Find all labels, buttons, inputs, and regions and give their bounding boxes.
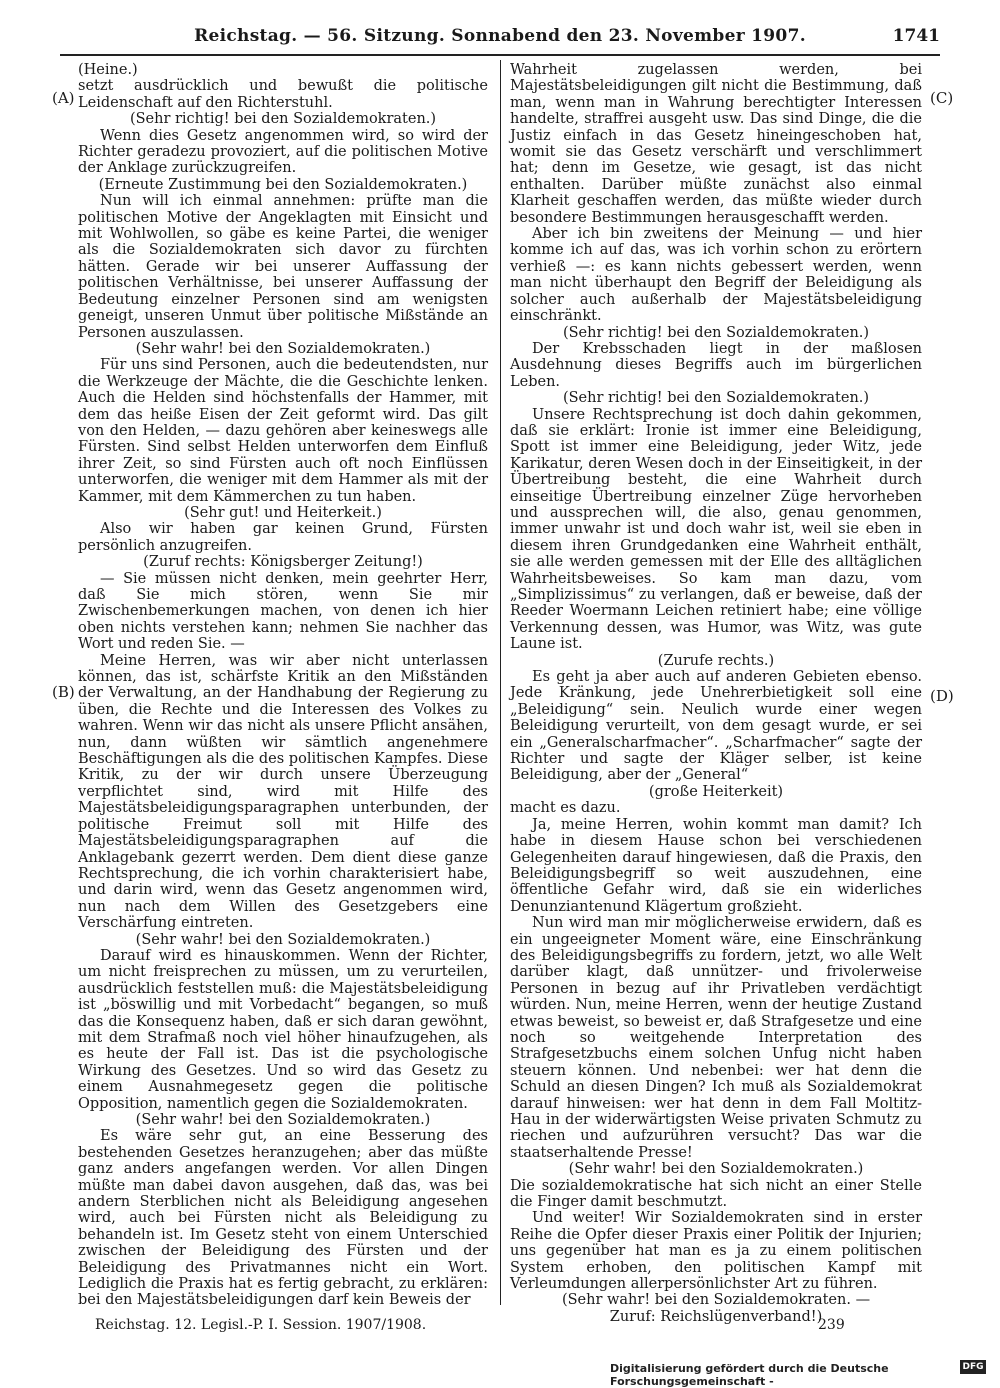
paragraph: Die sozialdemokratische hat sich nicht an einer Stelle die Finger damit beschmutzt. bbox=[510, 1177, 922, 1211]
interjection: (Sehr richtig! bei den Sozialdemokraten.) bbox=[562, 390, 870, 407]
interjection: (Erneute Zustimmung bei den Sozialdemokraten.) bbox=[98, 176, 468, 193]
paragraph: Darauf wird es hinauskommen. Wenn der Richter, um nicht freisprechen zu müssen, um zu verurteilen, ausdrücklich feststellen muß: die Majestätsbeleidigung ist „böswillig und mit Vorbedacht“ begangen, so muß das die Konsequenz haben, daß er sich daran gewöhnt, mit dem Strafmaß noch viel höher hinaufzugehen, als es heute der Fall ist. Das ist die psychologische Wirkung des Gesetzes. Und so wird das Gesetz zu einem Ausnahmegesetz gegen die politische Opposition, namentlich gegen die Sozialdemokraten. bbox=[78, 947, 488, 1112]
paragraph: Es geht ja aber auch auf anderen Gebieten ebenso. Jede Kränkung, jede Unehrerbietigkeit soll eine „Beleidigung“ sein. Neulich wurde einer wegen Beleidigung verurteilt, von dem gesagt wurde, er sei ein „Generalscharfmacher“. „Scharfmacher“ sagte der Richter und sagte der Kläger selber, ist keine Beleidigung, aber der „General“ bbox=[510, 669, 922, 784]
column-divider bbox=[500, 60, 501, 1305]
paragraph: Wenn dies Gesetz angenommen wird, so wird der Richter geradezu provoziert, auf die politischen Motive der Anklage zurückzugreifen. bbox=[78, 127, 488, 177]
paragraph: — Sie müssen nicht denken, mein geehrter Herr, daß Sie mich stören, wenn Sie mir Zwischenbemerkungen machen, von denen ich hier oben nichts verstehen kann; nehmen Sie nachher das Wort und reden Sie. — bbox=[78, 570, 488, 653]
page-number: 1741 bbox=[892, 26, 940, 46]
margin-letter-b: (B) bbox=[52, 683, 75, 701]
interjection: (Sehr gut! und Heiterkeit.) bbox=[184, 504, 382, 521]
paragraph: Es wäre sehr gut, an eine Besserung des bestehenden Gesetzes heranzugehen; aber das müßte ganz anders angefangen werden. Vor allen Dingen müßte man dabei davon ausgehen, daß das, was bei andern Sterblichen nicht als Beleidigung angesehen wird, auch bei Fürsten nicht als Beleidigung zu behandeln ist. Im Gesetz steht von einem Unterschied zwischen der Beleidigung des Fürsten und der Beleidigung des Privatmannes nicht ein Wort. Lediglich die Praxis hat es fertig gebracht, zu erklären: bei den Majestätsbeleidigungen darf kein Beweis der bbox=[78, 1128, 488, 1309]
right-column bbox=[510, 62, 922, 1325]
interjection: (Sehr wahr! bei den Sozialdemokraten.) bbox=[135, 931, 431, 948]
interjection: (Zurufe rechts.) bbox=[657, 652, 775, 669]
paragraph: Nun wird man mir möglicherweise erwidern, daß es ein ungeeigneter Moment wäre, eine Einschränkung des Beleidigungsbegriffs zu fordern, jetzt, wo alle Welt darüber klagt, daß unnützer- und frivolerweise Personen in bezug auf ihr Privatleben verdächtigt würden. Nun, meine Herren, wenn der heutige Zustand etwas beweist, so beweist er, daß Strafgesetze und eine noch so weitgehende Interpretation des Strafgesetzbuchs einem solchen Unfug nicht haben steuern können. Und nebenbei: wer hat denn die Schuld an diesen Dingen? Ich muß als Sozialdemokrat darauf hinweisen: wer hat denn in dem Fall Moltitz-Hau in der widerwärtigsten Weise privaten Schmutz zu riechen und aufzurühren versucht? Das war die staatserhaltende Presse! bbox=[510, 915, 922, 1161]
interjection: (Sehr wahr! bei den Sozialdemokraten. — bbox=[561, 1292, 871, 1309]
left-column bbox=[78, 62, 488, 1309]
paragraph: Wahrheit zugelassen werden, bei Majestätsbeleidigungen gilt nicht die Bestimmung, daß man, wenn man in Wahrung berechtigter Interessen handelte, straffrei ausgeht usw. Das sind Dinge, die die Justiz einfach in das Gesetz hineingeschoben hat, womit sie das Gesetz verschärft und verschlimmert hat; denn im Gesetze, wie gesagt, ist das nicht enthalten. Darüber müßte zunächst also einmal Klarheit geschaffen werden, das müßte wieder durch besondere Bestimmungen herausgeschafft werden. bbox=[510, 62, 922, 226]
header-title: Reichstag. — 56. Sitzung. Sonnabend den 23. November 1907. bbox=[194, 26, 806, 46]
footer-session-info: Reichstag. 12. Legisl.-P. I. Session. 1907/1908. bbox=[95, 1317, 427, 1333]
interjection: Zuruf: Reichslügenverband!) bbox=[609, 1308, 823, 1325]
paragraph: Ja, meine Herren, wohin kommt man damit? Ich habe in diesem Hause schon bei verschiedenen Gelegenheiten darauf hingewiesen, daß die Praxis, den Beleidigungsbegriff so weit auszudehnen, eine öffentliche Gefahr wird, daß sie ein widerliches Denunziantenund Klägertum großzieht. bbox=[510, 816, 922, 915]
digitization-notice: Digitalisierung gefördert durch die Deutsche Forschungsgemeinschaft - bbox=[610, 1362, 889, 1388]
interjection: (Sehr wahr! bei den Sozialdemokraten.) bbox=[135, 340, 431, 357]
speaker-name: (Heine.) bbox=[78, 62, 138, 78]
page-header bbox=[60, 20, 940, 56]
margin-letter-c: (C) bbox=[930, 89, 954, 107]
margin-letter-d: (D) bbox=[930, 687, 954, 705]
dfg-logo-icon: DFG bbox=[960, 1360, 986, 1374]
paragraph: Unsere Rechtsprechung ist doch dahin gekommen, daß sie erklärt: Ironie ist immer eine Beleidigung, Spott ist immer eine Beleidigung, jeder Witz, jede Karikatur, deren Wesen doch in der Einseitigkeit, in der Übertreibung besteht, die eine Wahrheit durch einseitige Übertreibung einzelner Züge hervorheben und aussprechen will, die also, genau genommen, immer unwahr ist und doch wahr ist, weil sie eben in diesem ihren Grundgedanken eine Wahrheit enthält, sie alle werden gemessen mit der Elle des alltäglichen Wahrheitsbeweises. So kam man dazu, vom „Simplizissimus“ zu verlangen, daß er beweise, daß der Reeder Woermann Leichen retiniert habe; eine völlige Verkennung dessen, was Humor, was Witz, was gute Laune ist. bbox=[510, 406, 922, 653]
footer-sheet-number: 239 bbox=[818, 1317, 845, 1333]
interjection: (Sehr wahr! bei den Sozialdemokraten.) bbox=[135, 1112, 431, 1128]
interjection: (Sehr wahr! bei den Sozialdemokraten.) bbox=[568, 1161, 864, 1178]
paragraph: Und weiter! Wir Sozialdemokraten sind in erster Reihe die Opfer dieser Praxis einer Politik der Injurien; uns gegenüber hat man es ja zu einem politischen System erhoben, den politischen Kampf mit Verleumdungen allerpersönlichster Art zu führen. bbox=[510, 1210, 922, 1293]
paragraph: macht es dazu. bbox=[510, 800, 621, 817]
interjection: (Sehr richtig! bei den Sozialdemokraten.) bbox=[562, 324, 870, 341]
paragraph: Aber ich bin zweitens der Meinung — und hier komme ich auf das, was ich vorhin schon zu erörtern verhieß —: es kann nichts gebessert werden, wenn man nicht überhaupt den Begriff der Beleidigung als solcher auch außerhalb der Majestätsbeleidigung einschränkt. bbox=[510, 226, 922, 325]
paragraph: Meine Herren, was wir aber nicht unterlassen können, das ist, schärfste Kritik an den Mißständen der Verwaltung, an der Handhabung der Regierung zu üben, die Rechte und die Interessen des Volkes zu wahren. Wenn wir das nicht als unsere Pflicht ansähen, nun, dann wüßten wir sämtlich angenehmere Beschäftigungen als die des politischen Kampfes. Diese Kritik, zu der wir durch unsere Überzeugung verpflichtet sind, wird mit Hilfe des Majestätsbeleidigungsparagraphen unterbunden, der politische Freimut soll mit Hilfe des Majestätsbeleidigungsparagraphen auf die Anklagebank gezerrt werden. Dem dient diese ganze Rechtsprechung, die ich vorhin charakterisiert habe, und darin wird, wenn das Gesetz angenommen wird, nun nach dem Willen des Gesetzgebers eine Verschärfung eintreten. bbox=[78, 652, 488, 932]
paragraph: Für uns sind Personen, auch die bedeutendsten, nur die Werkzeuge der Mächte, die die Geschichte lenken. Auch die Helden sind höchstenfalls der Hammer, mit dem das heiße Eisen der Zeit geformt wird. Das gilt von den Helden, — dazu gehören aber keineswegs alle Fürsten. Sind selbst Helden unterworfen dem Einfluß ihrer Zeit, so sind Fürsten auch oft noch Einflüssen unterworfen, die weniger mit dem Hammer als mit der Kammer, mit dem Kämmerchen zu tun haben. bbox=[78, 357, 488, 505]
interjection: (Zuruf rechts: Königsberger Zeitung!) bbox=[143, 554, 423, 571]
paragraph: Nun will ich einmal annehmen: prüfte man die politischen Motive der Angeklagten mit Einsicht und mit Wohlwollen, so gäbe es keine Partei, die weniger als die Sozialdemokraten sich davor zu fürchten hätten. Gerade wir bei unserer Auffassung der politischen Verhältnisse, bei unserer Auffassung der Bedeutung einzelner Personen sind am wenigsten geneigt, unseren Unmut über politische Mißstände an Personen auszulassen. bbox=[78, 193, 488, 341]
interjection: (große Heiterkeit) bbox=[648, 783, 784, 800]
paragraph: setzt ausdrücklich und bewußt die politische Leidenschaft auf den Richterstuhl. bbox=[78, 78, 488, 111]
paragraph: Also wir haben gar keinen Grund, Fürsten persönlich anzugreifen. bbox=[78, 521, 488, 554]
paragraph: Der Krebsschaden liegt in der maßlosen Ausdehnung dieses Begriffs auch im bürgerlichen Leben. bbox=[510, 340, 922, 390]
margin-letter-a: (A) bbox=[52, 89, 75, 107]
interjection: (Sehr richtig! bei den Sozialdemokraten.) bbox=[129, 111, 437, 128]
